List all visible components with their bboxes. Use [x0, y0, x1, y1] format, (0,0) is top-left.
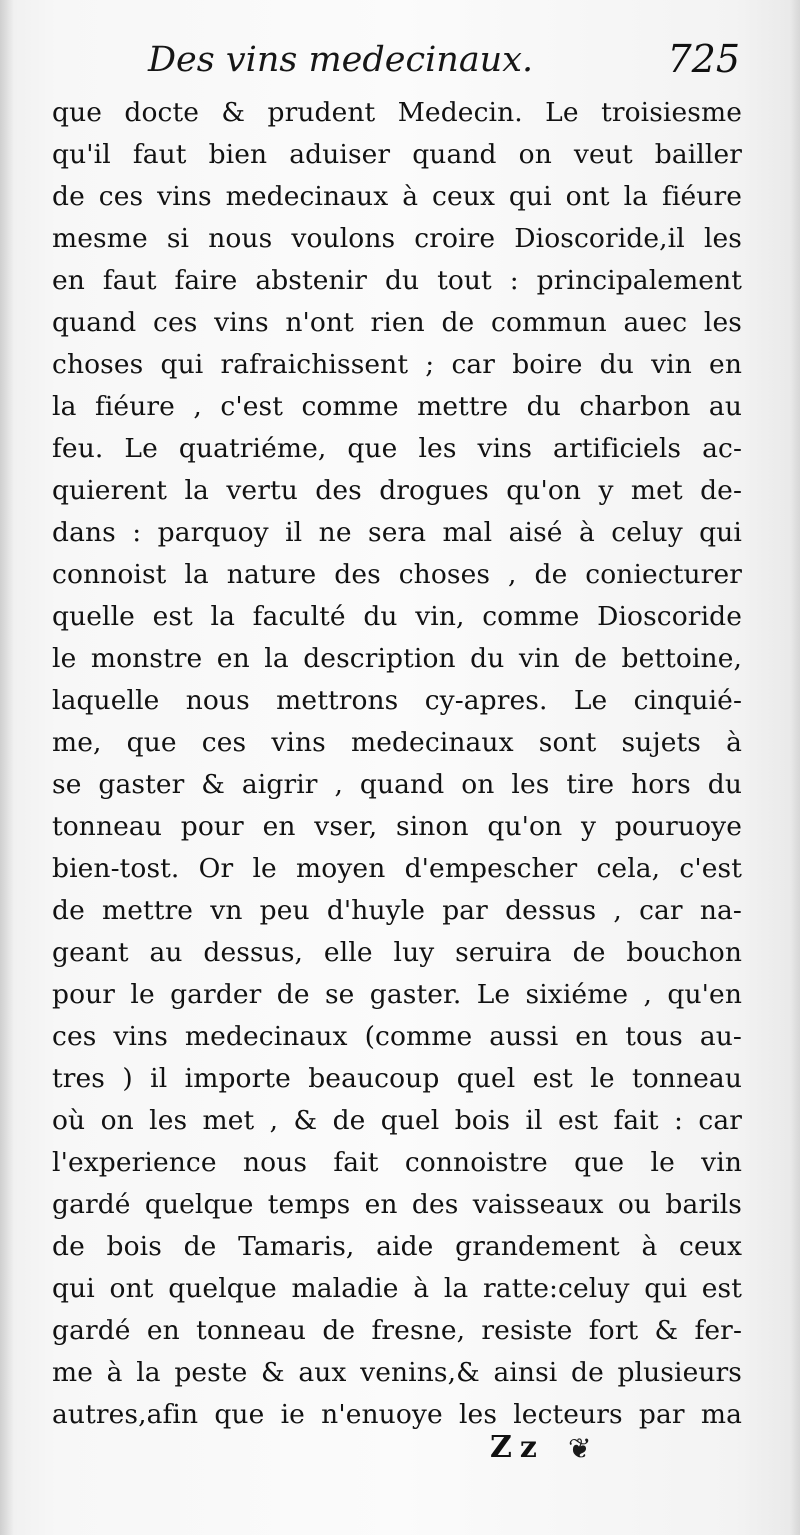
text-line: qu'il faut bien aduiser quand on veut bailler: [52, 139, 742, 170]
ink-blot-icon: ❦: [568, 1432, 592, 1465]
text-line: de bois de Tamaris, aide grandement à ceux: [52, 1231, 742, 1262]
text-line: dans : parquoy il ne sera mal aisé à celuy qui: [52, 517, 742, 548]
text-line: se gaster & aigrir , quand on les tire hors du: [52, 769, 742, 800]
text-line: gardé en tonneau de fresne, resiste fort & fer-: [52, 1315, 742, 1346]
text-line: geant au dessus, elle luy seruira de bouchon: [52, 937, 742, 968]
page-gutter-shadow: [0, 0, 14, 1535]
text-line: que docte & prudent Medecin. Le troisiesme: [52, 97, 742, 128]
text-line: tres ) il importe beaucoup quel est le tonneau: [52, 1063, 742, 1094]
text-line: qui ont quelque maladie à la ratte:celuy qui est: [52, 1273, 742, 1304]
text-line: l'experience nous fait connoistre que le vin: [52, 1147, 742, 1178]
text-line: quierent la vertu des drogues qu'on y met de-: [52, 475, 742, 506]
text-line: connoist la nature des choses , de coniecturer: [52, 559, 742, 590]
text-line: pour le garder de se gaster. Le sixiéme , qu'en: [52, 979, 742, 1010]
running-head: Des vins medecinaux.: [148, 40, 534, 80]
signature-mark: Zz: [490, 1430, 545, 1465]
text-line: gardé quelque temps en des vaisseaux ou barils: [52, 1189, 742, 1220]
text-line: en faut faire abstenir du tout : principalement: [52, 265, 742, 296]
text-line: quelle est la faculté du vin, comme Dioscoride: [52, 601, 742, 632]
text-line: choses qui rafraichissent ; car boire du vin en: [52, 349, 742, 380]
text-line: mesme si nous voulons croire Dioscoride,il les: [52, 223, 742, 254]
text-line: tonneau pour en vser, sinon qu'on y pouruoye: [52, 811, 742, 842]
text-line: quand ces vins n'ont rien de commun auec les: [52, 307, 742, 338]
text-line: feu. Le quatriéme, que les vins artificiels ac-: [52, 433, 742, 464]
text-line: me, que ces vins medecinaux sont sujets à: [52, 727, 742, 758]
text-line: la fiéure , c'est comme mettre du charbon au: [52, 391, 742, 422]
text-line: me à la peste & aux venins,& ainsi de plusieurs: [52, 1357, 742, 1388]
text-line: ces vins medecinaux (comme aussi en tous au-: [52, 1021, 742, 1052]
text-line: autres,afin que ie n'enuoye les lecteurs par ma: [52, 1399, 742, 1430]
page-edge-shadow: [790, 0, 800, 1535]
text-line: laquelle nous mettrons cy-apres. Le cinquié-: [52, 685, 742, 716]
body-text: [52, 92, 742, 1436]
text-line: de ces vins medecinaux à ceux qui ont la fiéure: [52, 181, 742, 212]
text-line: où on les met , & de quel bois il est fait : car: [52, 1105, 742, 1136]
text-line: le monstre en la description du vin de bettoine,: [52, 643, 742, 674]
text-line: bien-tost. Or le moyen d'empescher cela, c'est: [52, 853, 742, 884]
page-number: 725: [667, 37, 740, 81]
text-line: de mettre vn peu d'huyle par dessus , car na-: [52, 895, 742, 926]
